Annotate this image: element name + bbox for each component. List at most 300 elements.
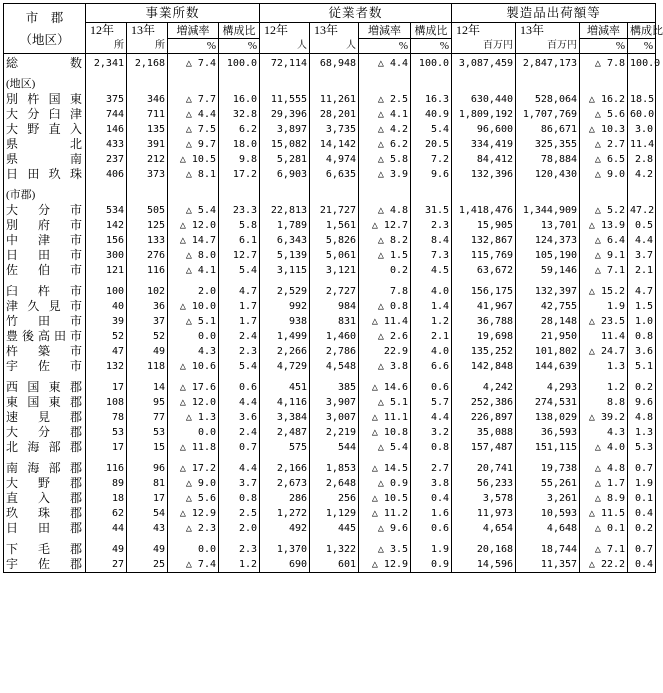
area-name-text (6, 476, 82, 491)
employees-header: 従業者数 (260, 4, 452, 23)
ship-change-cell: △ 7.1 (580, 263, 628, 278)
emp-change-cell: △ 12.9 (359, 557, 411, 573)
emp-13-cell: 1,129 (310, 506, 359, 521)
emp-comp-cell: 5.7 (411, 395, 452, 410)
area-name-char: 日 (6, 521, 19, 535)
est-13-cell: 14 (127, 380, 168, 395)
ship-12-cell: 3,578 (452, 491, 516, 506)
ship-change-cell: △ 10.3 (580, 122, 628, 137)
area-name-char: 中 (6, 233, 19, 247)
est-change-cell: △ 7.7 (168, 92, 219, 107)
ship-comp-cell: 2.8 (628, 152, 656, 167)
emp-13-cell: 4,548 (310, 359, 359, 374)
ship-comp-cell: 0.8 (628, 329, 656, 344)
area-name-char: 総 (6, 56, 19, 70)
est-13-cell: 125 (127, 218, 168, 233)
ship-13-cell: 132,397 (516, 284, 580, 299)
area-name-char: 国 (27, 395, 40, 409)
table-row (4, 107, 656, 122)
empty-cell (359, 188, 411, 203)
ship-13-cell: 86,671 (516, 122, 580, 137)
area-name (4, 476, 86, 491)
area-name-char: 北 (6, 440, 19, 454)
emp-comp-cell: 4.5 (411, 263, 452, 278)
emp-comp-cell: 40.9 (411, 107, 452, 122)
table-row (4, 461, 656, 476)
section-row (4, 77, 656, 92)
emp-13-cell: 1,460 (310, 329, 359, 344)
ship-change-unit: % (580, 38, 628, 54)
area-name-char: 玖 (6, 506, 19, 520)
emp-12-cell: 3,897 (260, 122, 310, 137)
table-row (4, 476, 656, 491)
area-name-char: 郡 (69, 542, 82, 556)
emp-change-cell: △ 8.2 (359, 233, 411, 248)
area-name-char: 市 (69, 233, 82, 247)
ship-12-cell: 63,672 (452, 263, 516, 278)
emp-12-cell: 2,266 (260, 344, 310, 359)
emp-13-cell: 68,948 (310, 54, 359, 72)
area-name-char: 部 (48, 440, 61, 454)
area-name (4, 218, 86, 233)
area-name (4, 203, 86, 218)
est-comp-cell: 5.4 (219, 263, 260, 278)
area-name-char: 市 (69, 218, 82, 232)
manufacturing-statistics-table (3, 3, 663, 573)
area-name (4, 167, 86, 182)
est-12-cell: 433 (86, 137, 127, 152)
table-row (4, 410, 656, 425)
emp-year13-header: 13年 人 (310, 23, 359, 54)
area-name (4, 425, 86, 440)
ship-year13-header: 13年 百万円 (516, 23, 580, 54)
emp-12-cell: 451 (260, 380, 310, 395)
emp-change-cell: △ 4.4 (359, 54, 411, 72)
ship-comp-cell: 100.0 (628, 54, 656, 72)
est-comp-cell: 2.3 (219, 344, 260, 359)
area-name (4, 314, 86, 329)
table-row (4, 248, 656, 263)
ship-12-cell: 115,769 (452, 248, 516, 263)
est-12-cell: 62 (86, 506, 127, 521)
est-13-cell: 52 (127, 329, 168, 344)
area-name-char: 下 (6, 542, 19, 556)
table-row (4, 314, 656, 329)
area-name-char: 府 (37, 218, 50, 232)
emp-13-cell: 445 (310, 521, 359, 536)
emp-12-cell: 3,384 (260, 410, 310, 425)
est-13-cell: 276 (127, 248, 168, 263)
emp-13-cell: 1,322 (310, 542, 359, 557)
ship-change-cell: △ 24.7 (580, 344, 628, 359)
empty-cell (628, 77, 656, 92)
area-name-char: 直 (48, 122, 61, 136)
area-name-text (6, 380, 82, 395)
est-12-cell: 53 (86, 425, 127, 440)
emp-12-cell: 22,813 (260, 203, 310, 218)
emp-13-cell: 544 (310, 440, 359, 455)
emp-comp-cell: 1.4 (411, 299, 452, 314)
ship-13-cell: 101,802 (516, 344, 580, 359)
est-comp-cell: 3.6 (219, 410, 260, 425)
area-name-char: 別 (6, 92, 19, 106)
ship-comp-cell: 0.1 (628, 491, 656, 506)
est-change-cell: △ 4.1 (168, 263, 219, 278)
empty-cell (219, 188, 260, 203)
ship-change-cell: 1.9 (580, 299, 628, 314)
table-row (4, 218, 656, 233)
emp-12-cell: 690 (260, 557, 310, 573)
emp-13-cell: 2,727 (310, 284, 359, 299)
area-name-char: 田 (27, 167, 40, 181)
emp-change-cell: △ 5.1 (359, 395, 411, 410)
ship-change-cell: △ 0.1 (580, 521, 628, 536)
ship-13-cell: 2,847,173 (516, 54, 580, 72)
area-name-char: 大 (6, 107, 19, 121)
area-name-char: 海 (27, 461, 40, 475)
area-header-line2: （地区） (19, 32, 70, 47)
ship-12-cell: 334,419 (452, 137, 516, 152)
table-row (4, 167, 656, 182)
empty-cell (127, 77, 168, 92)
area-name (4, 359, 86, 374)
emp-12-cell: 6,903 (260, 167, 310, 182)
area-name-char: 築 (37, 344, 50, 358)
table-row (4, 440, 656, 455)
est-12-cell: 300 (86, 248, 127, 263)
est-comp-cell: 12.7 (219, 248, 260, 263)
ship-change-cell: △ 5.2 (580, 203, 628, 218)
ship-comp-cell: 2.1 (628, 263, 656, 278)
emp-change-cell: 7.8 (359, 284, 411, 299)
est-13-cell: 37 (127, 314, 168, 329)
area-name-char: 田 (37, 521, 50, 535)
est-comp-cell: 1.2 (219, 557, 260, 573)
area-name-char: 佐 (6, 263, 19, 277)
area-name-char: 田 (37, 314, 50, 328)
area-name-char: 市 (69, 359, 82, 373)
area-name-char: 県 (6, 137, 19, 151)
ship-12-cell: 630,440 (452, 92, 516, 107)
ship-change-cell: △ 2.7 (580, 137, 628, 152)
emp-12-cell: 15,082 (260, 137, 310, 152)
table-row (4, 557, 656, 573)
ship-13-cell: 55,261 (516, 476, 580, 491)
ship-12-cell: 3,087,459 (452, 54, 516, 72)
est-13-cell: 49 (127, 344, 168, 359)
area-name-text (6, 557, 82, 572)
emp-change-cell: △ 3.9 (359, 167, 411, 182)
est-12-cell: 142 (86, 218, 127, 233)
emp-13-cell: 2,786 (310, 344, 359, 359)
area-name-char: 臼 (6, 284, 19, 298)
est-13-cell: 133 (127, 233, 168, 248)
emp-12-cell: 1,499 (260, 329, 310, 344)
emp-comp-cell: 0.4 (411, 491, 452, 506)
est-12-cell: 744 (86, 107, 127, 122)
ship-12-cell: 226,897 (452, 410, 516, 425)
emp-change-cell: △ 5.8 (359, 152, 411, 167)
est-change-cell: △ 10.5 (168, 152, 219, 167)
area-name-char: 日 (6, 248, 19, 262)
area-name-char: 入 (37, 491, 50, 505)
emp-change-cell: △ 9.6 (359, 521, 411, 536)
ship-comp-cell: 0.5 (628, 218, 656, 233)
area-name (4, 152, 86, 167)
est-comp-cell: 4.4 (219, 395, 260, 410)
ship-change-cell: 4.3 (580, 425, 628, 440)
emp-change-cell: △ 11.1 (359, 410, 411, 425)
ship-12-cell: 252,386 (452, 395, 516, 410)
ship-change-cell: △ 22.2 (580, 557, 628, 573)
emp-comp-cell: 0.6 (411, 521, 452, 536)
ship-comp-cell: 60.0 (628, 107, 656, 122)
est-13-cell: 36 (127, 299, 168, 314)
est-change-cell: △ 14.7 (168, 233, 219, 248)
ship-13-cell: 42,755 (516, 299, 580, 314)
est-change-cell: △ 9.0 (168, 476, 219, 491)
table-row (4, 263, 656, 278)
emp-12-cell: 3,115 (260, 263, 310, 278)
area-name-text (6, 263, 82, 278)
area-name-char: 郡 (69, 395, 82, 409)
est-change-cell: △ 9.7 (168, 137, 219, 152)
ship-comp-cell: 4.4 (628, 233, 656, 248)
est-change-cell: △ 7.5 (168, 122, 219, 137)
ship-change-cell: △ 16.2 (580, 92, 628, 107)
est-change-cell: △ 7.4 (168, 54, 219, 72)
ship-comp-cell: 18.5 (628, 92, 656, 107)
ship-12-cell: 142,848 (452, 359, 516, 374)
est-13-cell: 212 (127, 152, 168, 167)
est-change-cell: △ 10.6 (168, 359, 219, 374)
emp-change-cell: △ 10.5 (359, 491, 411, 506)
est-change-rate-header: 増減率 (168, 23, 219, 39)
est-change-cell: 4.3 (168, 344, 219, 359)
area-name-char: 東 (48, 395, 61, 409)
table-row (4, 92, 656, 107)
emp-13-cell: 601 (310, 557, 359, 573)
emp-12-cell: 2,673 (260, 476, 310, 491)
ship-12-cell: 20,741 (452, 461, 516, 476)
ship-12-cell: 35,088 (452, 425, 516, 440)
area-name-text (6, 314, 82, 329)
area-name-char: 郡 (69, 491, 82, 505)
est-composition-header: 構成比 (219, 23, 260, 39)
ship-12-cell: 56,233 (452, 476, 516, 491)
ship-13-cell: 325,355 (516, 137, 580, 152)
est-12-cell: 534 (86, 203, 127, 218)
est-13-cell: 505 (127, 203, 168, 218)
emp-12-cell: 2,166 (260, 461, 310, 476)
empty-cell (310, 188, 359, 203)
table-row (4, 491, 656, 506)
area-name-char: 南 (69, 152, 82, 166)
area-name-char: 国 (27, 380, 40, 394)
area-name-char: 郡 (69, 425, 82, 439)
ship-13-cell: 1,707,769 (516, 107, 580, 122)
table-row (4, 299, 656, 314)
area-name-text (6, 56, 82, 71)
empty-cell (516, 77, 580, 92)
est-comp-cell: 2.3 (219, 542, 260, 557)
area-name-char: 久 (27, 299, 40, 313)
area-name-char: 分 (37, 203, 50, 217)
emp-12-cell: 1,370 (260, 542, 310, 557)
ship-comp-cell: 4.7 (628, 284, 656, 299)
est-12-cell: 47 (86, 344, 127, 359)
area-name-char: 南 (6, 461, 19, 475)
est-year13-header: 13年 所 (127, 23, 168, 54)
ship-12-cell: 15,905 (452, 218, 516, 233)
ship-13-cell: 120,430 (516, 167, 580, 182)
est-12-cell: 375 (86, 92, 127, 107)
area-name-char: 市 (69, 263, 82, 277)
est-comp-unit: % (219, 38, 260, 54)
ship-comp-cell: 47.2 (628, 203, 656, 218)
ship-comp-cell: 0.4 (628, 506, 656, 521)
est-13-cell: 116 (127, 263, 168, 278)
table-body (4, 54, 661, 573)
ship-13-cell: 78,884 (516, 152, 580, 167)
emp-12-cell: 4,729 (260, 359, 310, 374)
area-name-char: 郡 (69, 506, 82, 520)
empty-cell (127, 188, 168, 203)
ship-13-cell: 3,261 (516, 491, 580, 506)
area-name (4, 491, 86, 506)
est-change-cell: △ 1.3 (168, 410, 219, 425)
emp-comp-cell: 1.9 (411, 542, 452, 557)
emp-comp-cell: 0.9 (411, 557, 452, 573)
emp-12-cell: 72,114 (260, 54, 310, 72)
empty-cell (359, 77, 411, 92)
ship-comp-cell: 3.0 (628, 122, 656, 137)
emp-change-cell: △ 0.8 (359, 299, 411, 314)
est-13-cell: 711 (127, 107, 168, 122)
area-name-char: 田 (37, 248, 50, 262)
est-comp-cell: 5.8 (219, 218, 260, 233)
emp-comp-cell: 4.4 (411, 410, 452, 425)
statistics-table-container (3, 3, 663, 573)
ship-change-cell: △ 6.4 (580, 233, 628, 248)
ship-12-cell: 19,698 (452, 329, 516, 344)
est-comp-cell: 1.7 (219, 299, 260, 314)
est-12-cell: 406 (86, 167, 127, 182)
est-13-cell: 391 (127, 137, 168, 152)
ship-comp-cell: 0.2 (628, 380, 656, 395)
area-name-char: 津 (69, 107, 82, 121)
emp-12-cell: 1,789 (260, 218, 310, 233)
area-name (4, 137, 86, 152)
area-name-text (6, 107, 82, 122)
ship-comp-cell: 5.3 (628, 440, 656, 455)
ship-change-cell: △ 4.8 (580, 461, 628, 476)
emp-12-cell: 29,396 (260, 107, 310, 122)
emp-comp-cell: 9.6 (411, 167, 452, 182)
emp-comp-cell: 20.5 (411, 137, 452, 152)
emp-comp-cell: 0.8 (411, 440, 452, 455)
ship-13-cell: 4,293 (516, 380, 580, 395)
est-12-cell: 132 (86, 359, 127, 374)
ship-13-cell: 11,357 (516, 557, 580, 573)
area-name-char: 佐 (37, 557, 50, 571)
area-name (4, 263, 86, 278)
emp-comp-cell: 7.3 (411, 248, 452, 263)
ship-13-cell: 151,115 (516, 440, 580, 455)
area-name (4, 122, 86, 137)
emp-12-cell: 938 (260, 314, 310, 329)
est-comp-cell: 6.2 (219, 122, 260, 137)
ship-change-cell: △ 7.1 (580, 542, 628, 557)
area-name-text (6, 152, 82, 167)
emp-comp-cell: 1.2 (411, 314, 452, 329)
establishments-header: 事業所数 (86, 4, 260, 23)
est-change-cell: △ 7.4 (168, 557, 219, 573)
ship-comp-cell: 1.5 (628, 299, 656, 314)
est-comp-cell: 100.0 (219, 54, 260, 72)
ship-change-cell: △ 9.1 (580, 248, 628, 263)
area-name-char: 東 (48, 380, 61, 394)
shipments-header: 製造品出荷額等 (452, 4, 656, 23)
area-name-char: 市 (69, 314, 82, 328)
emp-comp-cell: 31.5 (411, 203, 452, 218)
area-name-char: 津 (6, 299, 19, 313)
ship-change-cell: 8.8 (580, 395, 628, 410)
ship-13-cell: 36,593 (516, 425, 580, 440)
est-change-cell: △ 12.0 (168, 218, 219, 233)
ship-12-cell: 14,596 (452, 557, 516, 573)
ship-13-cell: 144,639 (516, 359, 580, 374)
area-name-char: 郡 (69, 521, 82, 535)
emp-comp-cell: 6.6 (411, 359, 452, 374)
table-row (4, 233, 656, 248)
area-name (4, 380, 86, 395)
est-change-cell: △ 12.0 (168, 395, 219, 410)
table-row (4, 506, 656, 521)
area-name-char: 毛 (37, 542, 50, 556)
area-name-text (6, 359, 82, 374)
area-name-char: 市 (69, 284, 82, 298)
est-change-cell: △ 4.4 (168, 107, 219, 122)
area-name-char: 杵 (37, 284, 50, 298)
area-name-char: 国 (48, 92, 61, 106)
emp-comp-unit: % (411, 38, 452, 54)
empty-cell (86, 188, 127, 203)
ship-change-cell: 11.4 (580, 329, 628, 344)
area-name (4, 506, 86, 521)
ship-comp-cell: 9.6 (628, 395, 656, 410)
area-name-char: 直 (6, 491, 19, 505)
emp-13-cell: 831 (310, 314, 359, 329)
area-name-char: 郡 (69, 557, 82, 571)
area-name-char: 数 (69, 56, 82, 70)
ship-change-cell: △ 11.5 (580, 506, 628, 521)
area-name-char: 見 (37, 410, 50, 424)
est-13-cell: 135 (127, 122, 168, 137)
emp-change-cell: △ 3.5 (359, 542, 411, 557)
area-name-char: 県 (6, 152, 19, 166)
emp-change-cell: △ 0.9 (359, 476, 411, 491)
ship-change-cell: △ 9.0 (580, 167, 628, 182)
est-comp-cell: 2.5 (219, 506, 260, 521)
est-comp-cell: 16.0 (219, 92, 260, 107)
empty-cell (310, 77, 359, 92)
emp-13-cell: 4,974 (310, 152, 359, 167)
est-comp-cell: 17.2 (219, 167, 260, 182)
area-name-text (6, 233, 82, 248)
area-name-char: 宇 (6, 557, 19, 571)
empty-cell (452, 188, 516, 203)
